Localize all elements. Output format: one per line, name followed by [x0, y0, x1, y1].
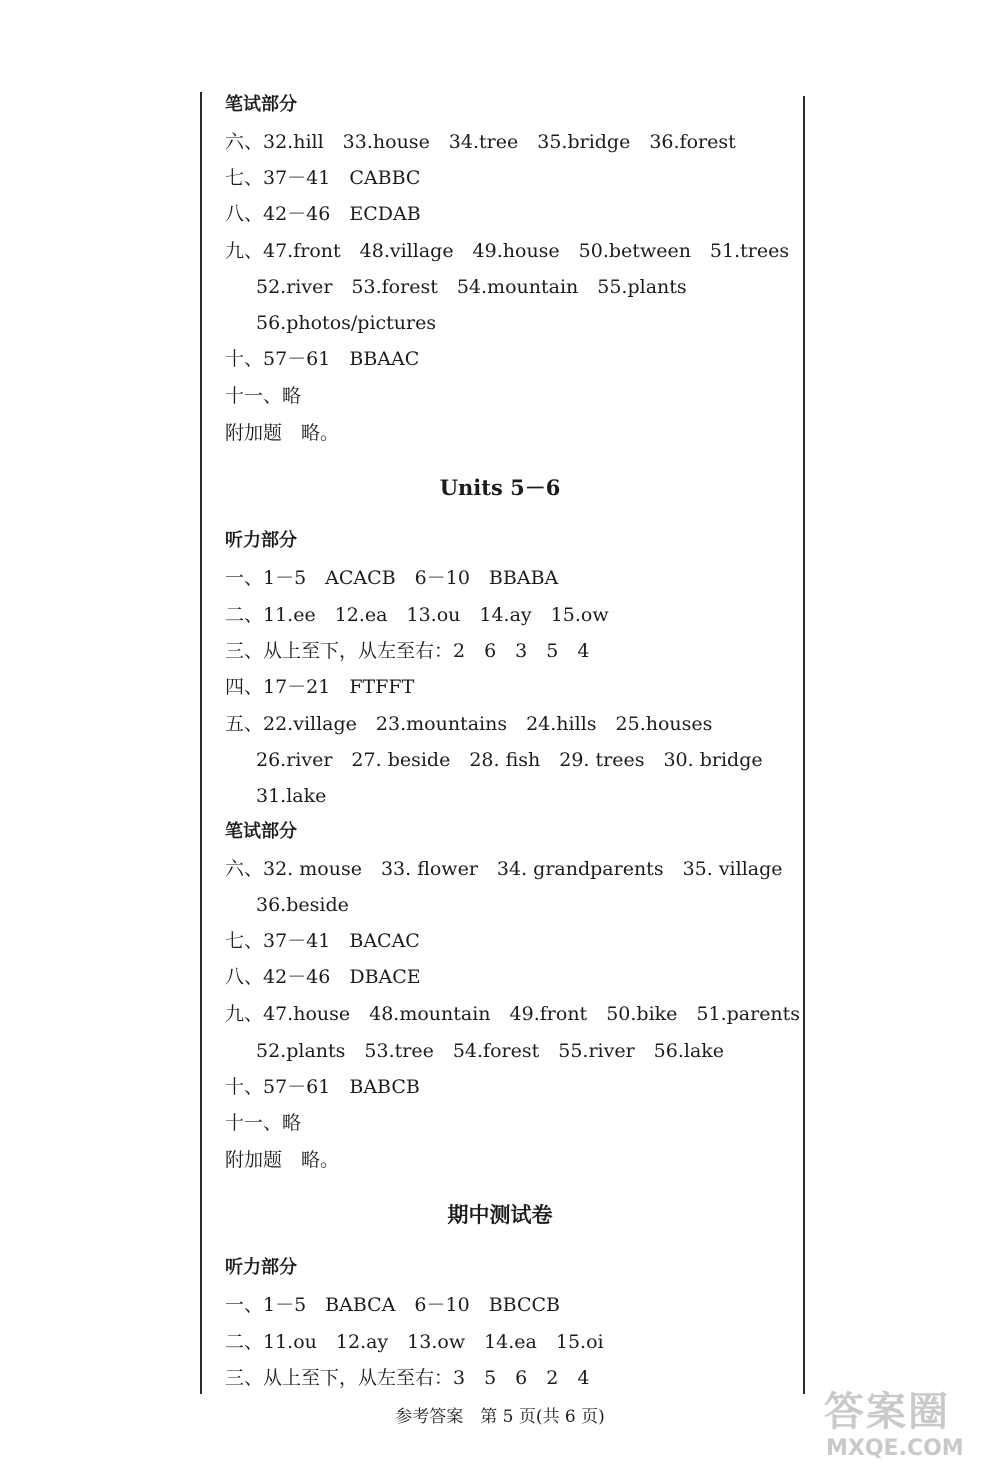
- watermark-logo: [812, 1380, 992, 1466]
- answer-line: 附加题 略。: [225, 1149, 340, 1171]
- answer-line: 七、37－41 BACAC: [225, 930, 420, 952]
- answer-line: 56.photos/pictures: [256, 312, 437, 334]
- answer-line: 九、47.house 48.mountain 49.front 50.bike 51.parents: [225, 1003, 801, 1025]
- section-title-midterm: 期中测试卷: [447, 1203, 553, 1227]
- section-heading-listening: 听力部分: [225, 530, 297, 551]
- answer-line: 八、42－46 DBACE: [225, 966, 421, 988]
- section-heading-listening: 听力部分: [225, 1257, 297, 1278]
- left-margin-rule: [200, 92, 202, 1394]
- answer-line: 二、11.ou 12.ay 13.ow 14.ea 15.oi: [225, 1331, 604, 1353]
- watermark-text: 答案圈: [824, 1389, 950, 1435]
- answer-line: 三、从上至下，从左至右：2 6 3 5 4: [225, 640, 590, 662]
- answer-line: 十一、略: [225, 385, 302, 407]
- answer-line: 十一、略: [225, 1112, 302, 1134]
- answer-line: 附加题 略。: [225, 422, 340, 444]
- answer-line: 四、17－21 FTFFT: [225, 676, 415, 698]
- right-margin-rule: [803, 96, 805, 1394]
- answer-line: 六、32. mouse 33. flower 34. grandparents 35. village: [225, 858, 783, 880]
- answer-line: 52.plants 53.tree 54.forest 55.river 56.lake: [256, 1040, 725, 1062]
- watermark-url: MXQE.COM: [826, 1436, 964, 1461]
- answer-line: 五、22.village 23.mountains 24.hills 25.houses: [225, 713, 713, 735]
- answer-line: 十、57－61 BBAAC: [225, 348, 420, 370]
- answer-line: 八、42－46 ECDAB: [225, 203, 421, 225]
- answer-line: 31.lake: [256, 785, 327, 807]
- answer-line: 九、47.front 48.village 49.house 50.between 51.trees: [225, 240, 790, 262]
- answer-line: 52.river 53.forest 54.mountain 55.plants: [256, 276, 687, 298]
- answer-line: 二、11.ee 12.ea 13.ou 14.ay 15.ow: [225, 604, 609, 626]
- section-heading-writing: 笔试部分: [225, 821, 297, 842]
- answer-line: 36.beside: [256, 894, 349, 916]
- answer-line: 六、32.hill 33.house 34.tree 35.bridge 36.forest: [225, 131, 736, 153]
- answer-line: 26.river 27. beside 28. fish 29. trees 30. bridge: [256, 749, 763, 771]
- section-title-units-5-6: Units 5－6: [439, 475, 561, 500]
- answer-line: 十、57－61 BABCB: [225, 1076, 420, 1098]
- answer-line: 一、1－5 ACACB 6－10 BBABA: [225, 567, 559, 589]
- answer-line: 七、37－41 CABBC: [225, 167, 421, 189]
- answer-line: 一、1－5 BABCA 6－10 BBCCB: [225, 1294, 561, 1316]
- page-footer: 参考答案 第 5 页(共 6 页): [395, 1407, 605, 1427]
- answer-line: 三、从上至下，从左至右：3 5 6 2 4: [225, 1367, 590, 1389]
- section-heading-writing: 笔试部分: [225, 94, 297, 115]
